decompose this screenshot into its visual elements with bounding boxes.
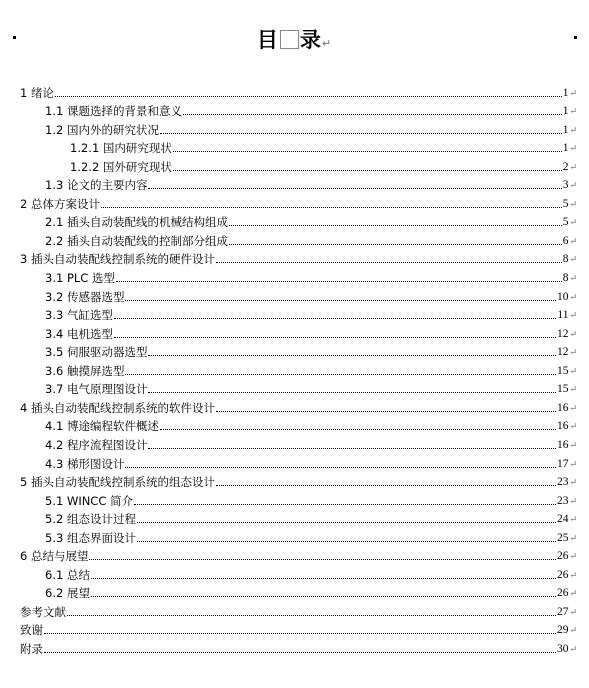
toc-leader-dots bbox=[101, 206, 562, 208]
toc-entry[interactable] bbox=[45, 304, 577, 323]
toc-entry-page-number: 27 bbox=[556, 605, 569, 618]
toc-leader-dots bbox=[148, 447, 556, 449]
toc-leader-dots bbox=[173, 150, 562, 152]
toc-leader-dots bbox=[114, 336, 556, 338]
toc-entry-page-number: 6 bbox=[562, 234, 569, 247]
toc-entry-label: 5.1 WINCC 简介 bbox=[45, 493, 134, 508]
toc-entry-label: 1.2.1 国内研究现状 bbox=[70, 141, 172, 156]
toc-entry-page-number: 23 bbox=[556, 494, 569, 507]
toc-entry[interactable] bbox=[20, 600, 577, 619]
toc-entry[interactable] bbox=[45, 341, 577, 360]
paragraph-mark-icon: ↵ bbox=[569, 384, 577, 395]
paragraph-mark-icon: ↵ bbox=[569, 644, 577, 654]
toc-leader-dots bbox=[89, 558, 555, 560]
toc-entry[interactable] bbox=[45, 118, 577, 137]
toc-entry-page-number: 5 bbox=[562, 216, 569, 229]
toc-leader-dots bbox=[44, 632, 556, 634]
toc-entry-page-number: 24 bbox=[556, 513, 569, 526]
toc-entry[interactable] bbox=[45, 378, 577, 397]
toc-leader-dots bbox=[125, 466, 556, 468]
title-char-left: 目 bbox=[256, 28, 279, 52]
paragraph-mark-icon: ↵ bbox=[569, 477, 577, 488]
toc-entry-page-number: 5 bbox=[562, 197, 569, 210]
toc-entry-page-number: 30 bbox=[556, 643, 569, 655]
toc-entry-label: 4.2 程序流程图设计 bbox=[45, 437, 148, 452]
toc-entry-label: 1.1 课题选择的背景和意义 bbox=[45, 104, 182, 119]
toc-entry-page-number: 3 bbox=[562, 179, 569, 192]
toc-entry-page-number: 10 bbox=[556, 290, 569, 303]
toc-entry[interactable] bbox=[45, 563, 577, 582]
title-char-right: 录 bbox=[299, 28, 322, 52]
toc-entry-label: 1.2.2 国外研究现状 bbox=[70, 159, 172, 174]
toc-entry[interactable] bbox=[45, 174, 577, 193]
toc-leader-dots bbox=[137, 540, 556, 542]
toc-leader-dots bbox=[134, 503, 556, 505]
toc-entry-page-number: 12 bbox=[556, 327, 569, 340]
paragraph-mark-icon: ↵ bbox=[569, 310, 577, 321]
toc-entry-label: 2.1 插头自动装配线的机械结构组成 bbox=[45, 215, 228, 230]
toc-entry-label: 附录 bbox=[20, 642, 43, 656]
page-title bbox=[0, 24, 589, 54]
toc-entry[interactable] bbox=[20, 192, 577, 211]
toc-entry[interactable] bbox=[45, 582, 577, 601]
toc-leader-dots bbox=[44, 651, 556, 653]
toc-entry-label: 1 绪论 bbox=[20, 85, 54, 100]
toc-entry[interactable] bbox=[45, 452, 577, 471]
paragraph-mark-icon: ↵ bbox=[569, 402, 577, 413]
toc-entry[interactable] bbox=[45, 229, 577, 248]
toc-entry[interactable] bbox=[45, 322, 577, 341]
paragraph-mark-icon: ↵ bbox=[569, 328, 577, 339]
toc-entry[interactable] bbox=[20, 81, 577, 100]
toc-leader-dots bbox=[183, 113, 562, 115]
toc-entry[interactable] bbox=[20, 471, 577, 490]
toc-entry[interactable] bbox=[45, 100, 577, 119]
toc-entry[interactable] bbox=[70, 155, 577, 174]
toc-entry-label: 致谢 bbox=[20, 623, 43, 638]
toc-entry-label: 3.6 触摸屏选型 bbox=[45, 363, 125, 378]
toc-leader-dots bbox=[137, 521, 556, 523]
toc-entry-label: 3.2 传感器选型 bbox=[45, 289, 125, 304]
toc-entry-page-number: 17 bbox=[556, 457, 569, 470]
paragraph-mark-icon: ↵ bbox=[569, 124, 577, 135]
paragraph-mark-icon: ↵ bbox=[569, 439, 577, 450]
toc-leader-dots bbox=[148, 391, 556, 393]
toc-entry-page-number: 8 bbox=[562, 272, 569, 284]
toc-entry[interactable] bbox=[20, 248, 577, 267]
toc-entry-page-number: 25 bbox=[556, 531, 569, 544]
toc-entry[interactable] bbox=[45, 526, 577, 545]
toc-leader-dots bbox=[148, 354, 556, 356]
toc-entry[interactable] bbox=[45, 433, 577, 452]
paragraph-mark-icon: ↵ bbox=[569, 347, 577, 358]
toc-leader-dots bbox=[216, 261, 562, 263]
paragraph-mark-icon: ↵ bbox=[569, 421, 577, 432]
toc-entry-label: 3.4 电机选型 bbox=[45, 326, 113, 341]
toc-entry-page-number: 1 bbox=[562, 86, 569, 99]
paragraph-mark-icon: ↵ bbox=[569, 625, 577, 636]
toc-entry-label: 4.1 博途编程软件概述 bbox=[45, 419, 159, 434]
paragraph-mark-icon: ↵ bbox=[569, 106, 577, 117]
toc-entry-label: 6.2 展望 bbox=[45, 586, 90, 601]
toc-entry-page-number: 2 bbox=[562, 160, 569, 173]
toc-entry-page-number: 1 bbox=[562, 142, 569, 155]
toc-entry[interactable] bbox=[45, 211, 577, 230]
toc-entry-page-number: 11 bbox=[557, 309, 569, 322]
toc-entry-label: 1.2 国内外的研究状况 bbox=[45, 122, 159, 137]
paragraph-mark-icon: ↵ bbox=[569, 514, 577, 525]
toc-leader-dots bbox=[91, 595, 556, 597]
toc-entry-label: 3.5 伺服驱动器选型 bbox=[45, 345, 148, 360]
paragraph-mark-icon: ↵ bbox=[569, 495, 577, 506]
toc-entry-label: 3.3 气缸选型 bbox=[45, 308, 113, 323]
toc-leader-dots bbox=[160, 132, 562, 134]
toc-entry-label: 3.7 电气原理图设计 bbox=[45, 382, 148, 397]
toc-leader-dots bbox=[125, 373, 556, 375]
toc-entry-page-number: 15 bbox=[556, 383, 569, 396]
toc-entry-page-number: 1 bbox=[562, 105, 569, 118]
toc-entry-label: 参考文献 bbox=[20, 604, 66, 619]
toc-leader-dots bbox=[116, 280, 562, 282]
toc-leader-dots bbox=[91, 577, 556, 579]
paragraph-mark-icon: ↵ bbox=[569, 198, 577, 209]
toc-leader-dots bbox=[216, 410, 556, 412]
toc-entry-page-number: 26 bbox=[556, 550, 569, 563]
paragraph-mark-icon: ↵ bbox=[569, 254, 577, 265]
toc-entry-page-number: 23 bbox=[556, 476, 569, 489]
toc-entry-label: 4.3 梯形图设计 bbox=[45, 456, 125, 471]
toc-leader-dots bbox=[229, 224, 562, 226]
toc-entry-page-number: 8 bbox=[562, 253, 569, 266]
paragraph-mark-icon: ↵ bbox=[569, 551, 577, 562]
paragraph-mark-icon: ↵ bbox=[569, 365, 577, 376]
toc-entry[interactable] bbox=[45, 267, 577, 286]
toc-entry[interactable] bbox=[20, 638, 577, 657]
toc-entry-label: 5.3 组态界面设计 bbox=[45, 530, 136, 545]
toc-leader-dots bbox=[114, 317, 556, 319]
toc-entry-label: 2 总体方案设计 bbox=[20, 196, 100, 211]
toc-entry-page-number: 29 bbox=[556, 624, 569, 637]
toc-entry-page-number: 16 bbox=[556, 438, 569, 451]
toc-entry-page-number: 15 bbox=[556, 364, 569, 377]
paragraph-mark-icon: ↵ bbox=[569, 569, 577, 580]
paragraph-mark-icon: ↵ bbox=[569, 235, 577, 246]
toc-leader-dots bbox=[216, 484, 556, 486]
paragraph-mark-icon: ↵ bbox=[569, 87, 577, 98]
paragraph-mark-icon: ↵ bbox=[569, 273, 577, 283]
toc-entry[interactable] bbox=[20, 396, 577, 415]
toc-entry[interactable] bbox=[70, 137, 577, 156]
toc-entry[interactable] bbox=[20, 619, 577, 638]
paragraph-mark-icon: ↵ bbox=[321, 37, 333, 50]
toc-leader-dots bbox=[67, 614, 556, 616]
toc-entry-label: 5.2 组态设计过程 bbox=[45, 512, 136, 527]
toc-entry-page-number: 1 bbox=[562, 123, 569, 136]
paragraph-mark-icon: ↵ bbox=[569, 143, 577, 154]
toc-entry-label: 5 插头自动装配线控制系统的组态设计 bbox=[20, 475, 215, 490]
toc-entry-label: 1.3 论文的主要内容 bbox=[45, 178, 148, 193]
toc-entry[interactable] bbox=[45, 285, 577, 304]
paragraph-mark-icon: ↵ bbox=[569, 458, 577, 469]
toc-entry[interactable] bbox=[45, 359, 577, 378]
toc-entry-label: 4 插头自动装配线控制系统的软件设计 bbox=[20, 400, 215, 415]
toc-entry[interactable] bbox=[45, 489, 577, 508]
toc-entry[interactable] bbox=[20, 545, 577, 564]
toc-entry-label: 3.1 PLC 选型 bbox=[45, 271, 115, 285]
paragraph-mark-icon: ↵ bbox=[569, 606, 577, 617]
toc-leader-dots bbox=[160, 428, 556, 430]
toc-leader-dots bbox=[173, 169, 562, 171]
toc-entry-page-number: 16 bbox=[556, 420, 569, 433]
toc-leader-dots bbox=[125, 299, 556, 301]
toc-entry[interactable] bbox=[45, 508, 577, 527]
paragraph-mark-icon: ↵ bbox=[569, 180, 577, 191]
toc-leader-dots bbox=[229, 243, 562, 245]
toc-entry-page-number: 26 bbox=[556, 568, 569, 581]
title-placeholder-box bbox=[280, 30, 299, 49]
paragraph-mark-icon: ↵ bbox=[569, 532, 577, 543]
toc-entry-page-number: 12 bbox=[556, 346, 569, 359]
paragraph-mark-icon: ↵ bbox=[569, 588, 577, 599]
toc-entry[interactable] bbox=[45, 415, 577, 434]
toc-entry-label: 2.2 插头自动装配线的控制部分组成 bbox=[45, 233, 228, 248]
toc-entry-page-number: 26 bbox=[556, 587, 569, 600]
toc-leader-dots bbox=[148, 187, 561, 189]
paragraph-mark-icon: ↵ bbox=[569, 161, 577, 172]
toc-entry-page-number: 16 bbox=[556, 401, 569, 414]
toc-entry-label: 6.1 总结 bbox=[45, 567, 90, 582]
toc-entry-label: 6 总结与展望 bbox=[20, 549, 89, 564]
toc-entry-label: 3 插头自动装配线控制系统的硬件设计 bbox=[20, 252, 215, 267]
toc-leader-dots bbox=[55, 95, 562, 97]
paragraph-mark-icon: ↵ bbox=[569, 291, 577, 302]
paragraph-mark-icon: ↵ bbox=[569, 217, 577, 228]
